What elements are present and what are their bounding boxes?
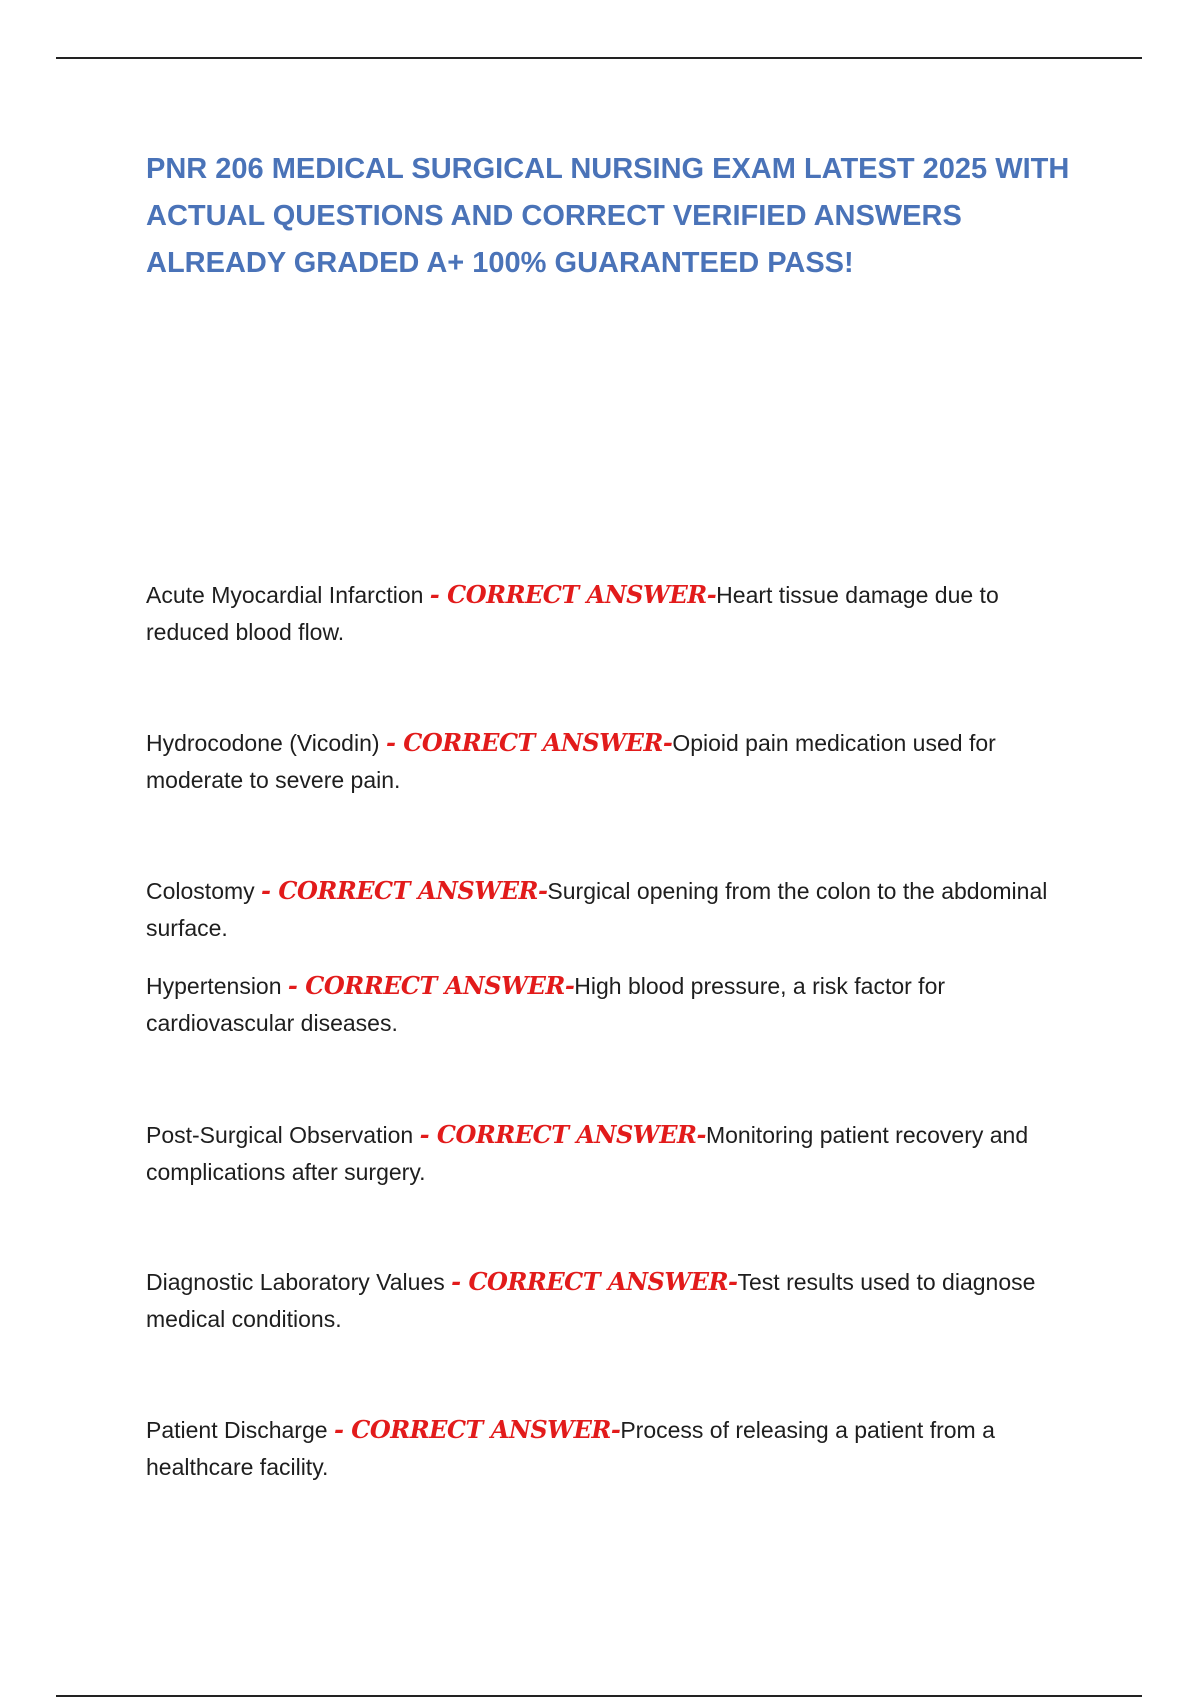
qa-term: Diagnostic Laboratory Values xyxy=(146,1269,445,1295)
qa-term: Acute Myocardial Infarction xyxy=(146,582,424,608)
header-divider xyxy=(56,57,1142,59)
qa-item-patient-discharge xyxy=(146,1411,1076,1486)
qa-term: Patient Discharge xyxy=(146,1417,328,1443)
qa-item-hypertension xyxy=(146,967,1076,1042)
correct-answer-marker: - CORRECT ANSWER- xyxy=(261,876,548,905)
qa-definition: Process of releasing a patient from a healthcare facility. xyxy=(146,1417,995,1480)
qa-definition: Heart tissue damage due to reduced blood flow. xyxy=(146,582,999,645)
qa-definition: Test results used to diagnose medical conditions. xyxy=(146,1269,1036,1332)
qa-definition: High blood pressure, a risk factor for cardiovascular diseases. xyxy=(146,973,946,1036)
correct-answer-marker: - CORRECT ANSWER- xyxy=(451,1267,738,1296)
qa-definition: Surgical opening from the colon to the abdominal surface. xyxy=(146,878,1048,941)
correct-answer-marker: - CORRECT ANSWER- xyxy=(333,1415,621,1444)
qa-definition: Opioid pain medication used for moderate to severe pain. xyxy=(146,730,996,793)
qa-item-post-surgical-observation xyxy=(146,1116,1076,1191)
qa-definition: Monitoring patient recovery and complications after surgery. xyxy=(146,1122,1029,1185)
qa-item-hydrocodone xyxy=(146,724,1076,799)
qa-item-diagnostic-laboratory-values xyxy=(146,1263,1076,1338)
qa-item-acute-myocardial-infarction xyxy=(146,576,1076,651)
qa-term: Post-Surgical Observation xyxy=(146,1122,414,1148)
qa-term: Hypertension xyxy=(146,973,282,999)
correct-answer-marker: - CORRECT ANSWER- xyxy=(385,728,673,757)
correct-answer-marker: - CORRECT ANSWER- xyxy=(419,1120,706,1149)
document-title: PNR 206 MEDICAL SURGICAL NURSING EXAM LATEST 2025 WITH ACTUAL QUESTIONS AND CORRECT VERIFIED ANSWERS ALREADY GRADED A+ 100% GUARANTEED PASS! xyxy=(146,153,1070,279)
qa-term: Colostomy xyxy=(146,878,255,904)
correct-answer-marker: - CORRECT ANSWER- xyxy=(429,580,717,609)
correct-answer-marker: - CORRECT ANSWER- xyxy=(287,971,575,1000)
qa-item-colostomy xyxy=(146,872,1076,947)
qa-term: Hydrocodone (Vicodin) xyxy=(146,730,380,756)
footer-divider xyxy=(56,1695,1142,1697)
